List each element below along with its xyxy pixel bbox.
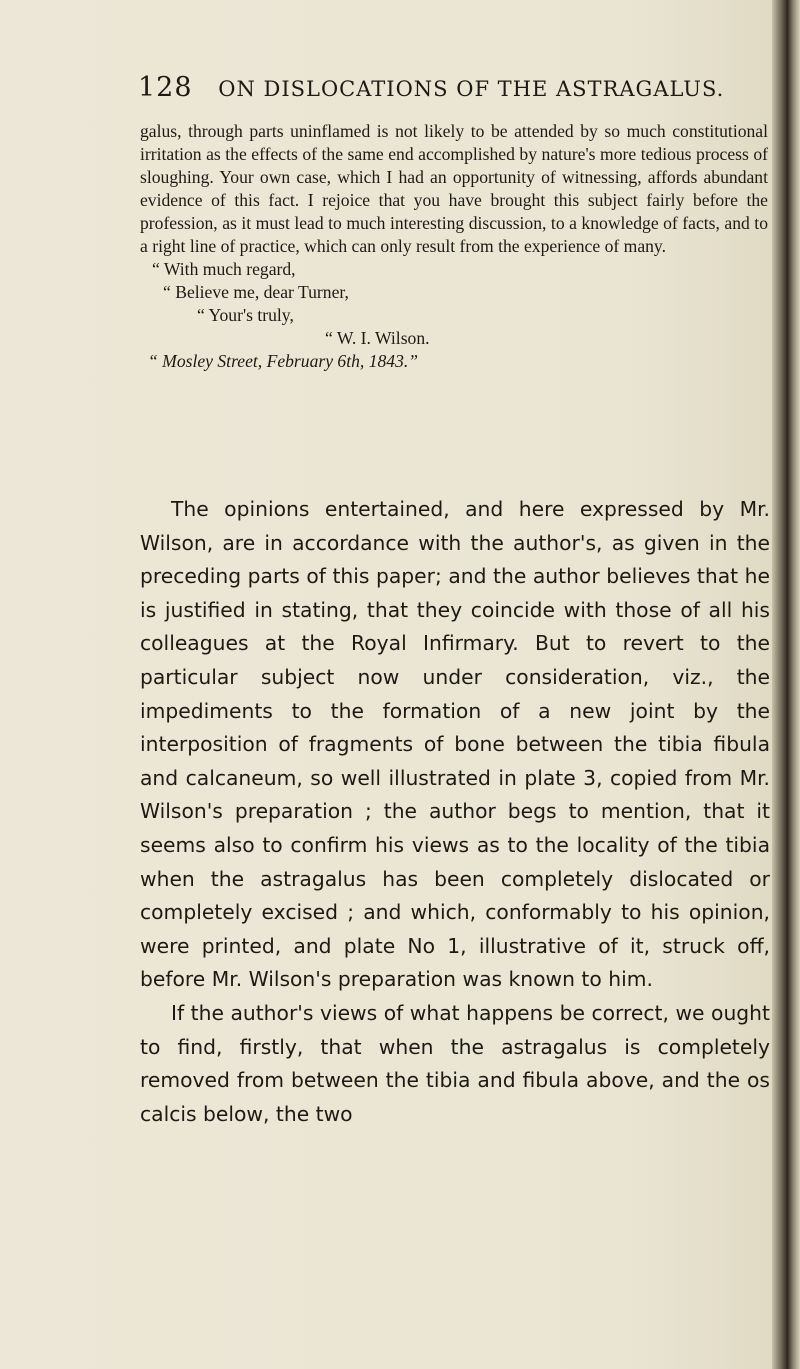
body-paragraph-2: If the author's views of what happens be correct, we ought to find, firstly, that when the astragalus is completely removed from between the tibia and fibula above, and the os calcis below, the two bbox=[140, 1000, 770, 1126]
letter-closing-regard: “ With much regard, bbox=[152, 259, 296, 279]
book-gutter-edge bbox=[772, 0, 800, 1369]
letter-dateline: “ Mosley Street, February 6th, 1843.” bbox=[148, 351, 419, 371]
main-text bbox=[140, 493, 770, 1131]
letter-signature: “ W. I. Wilson. bbox=[325, 328, 430, 348]
letter-closing-truly: “ Your's truly, bbox=[197, 305, 294, 325]
page-number: 128 bbox=[138, 72, 193, 103]
letter-closing-believe: “ Believe me, dear Turner, bbox=[163, 282, 349, 302]
letter-paragraph: galus, through parts uninflamed is not likely to be attended by so much constitutional irritation as the effects of the same end accomplished by nature's more tedious process of sloughing. Your own case, which I had an opportunity of witnessing, affords abundant evidence of this fact. I rejoice that you have brought this subject fairly before the profession, as it must lead to much interesting discussion, to a knowledge of facts, and to a right line of practice, which can only result from the experience of many. bbox=[140, 121, 768, 256]
body-paragraph-1: The opinions entertained, and here expressed by Mr. Wilson, are in accordance with the author's, as given in the preceding parts of this paper; and the author believes that he is justified in stating, that they coincide with those of all his colleagues at the Royal Infirmary. But to revert to the particular subject now under consideration, viz., the impediments to the formation of a new joint by the interposition of fragments of bone between the tibia fibula and calcaneum, so well illustrated in plate 3, copied from Mr. Wilson's preparation ; the author begs to mention, that it seems also to confirm his views as to the locality of the tibia when the astragalus has been completely dislocated or completely excised ; and which, conformably to his opinion, were printed, and plate No 1, illustrative of it, struck off, before Mr. Wilson's preparation was known to him. bbox=[140, 497, 770, 992]
running-header bbox=[138, 72, 758, 112]
running-title: ON DISLOCATIONS OF THE ASTRAGALUS. bbox=[218, 77, 725, 101]
quoted-letter bbox=[140, 120, 768, 373]
